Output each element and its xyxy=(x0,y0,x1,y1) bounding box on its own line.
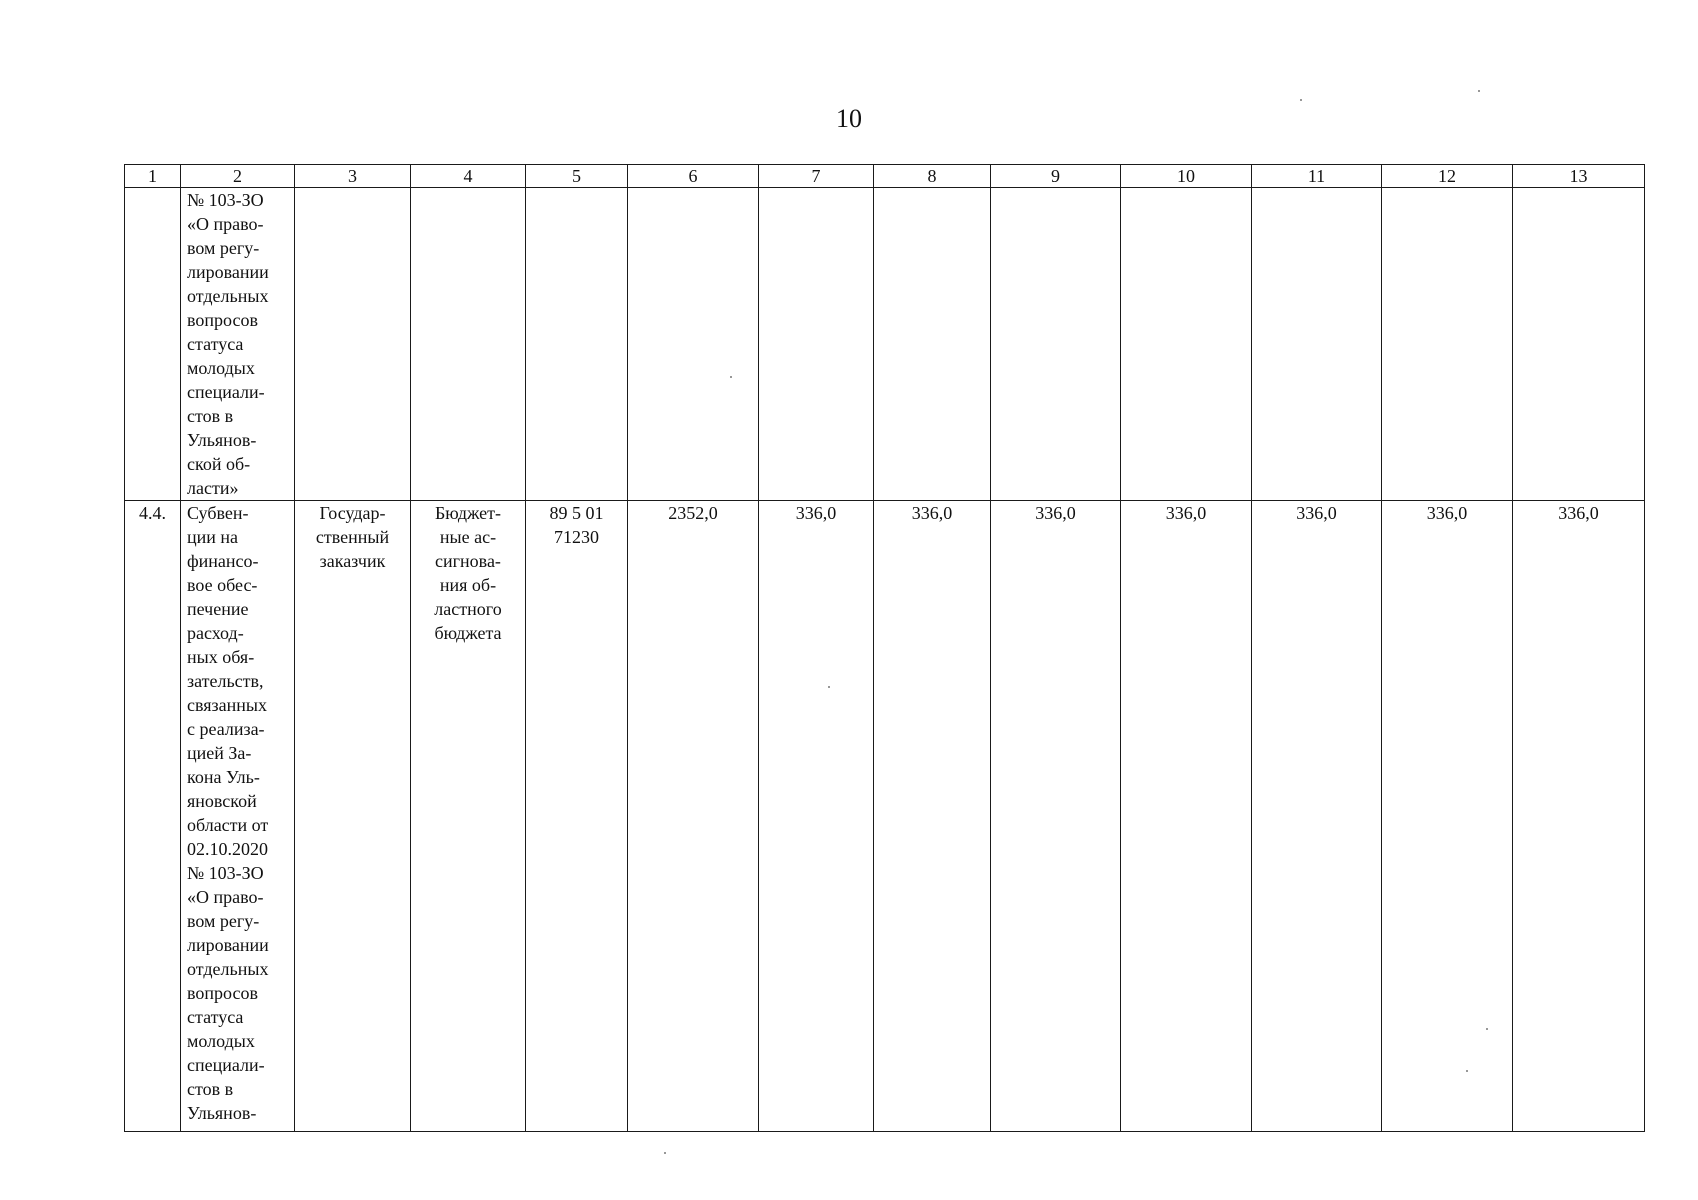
table-cell: 4.4. xyxy=(125,501,181,1132)
table-cell xyxy=(125,188,181,501)
scan-speck xyxy=(1478,90,1480,92)
table-cell: 336,0 xyxy=(1513,501,1645,1132)
table-cell: 336,0 xyxy=(874,501,991,1132)
col-header-3: 3 xyxy=(295,165,411,188)
scan-speck xyxy=(1300,99,1302,101)
table-cell: 336,0 xyxy=(1252,501,1382,1132)
col-header-4: 4 xyxy=(411,165,526,188)
col-header-6: 6 xyxy=(628,165,759,188)
table-cell: 336,0 xyxy=(1121,501,1252,1132)
table-cell: Субвен- ции на финансо- вое обес- печение расход- ных обя- зательств, связанных с реализа- цией За- кона Уль- яновской области от 02.10.2020 № 103-ЗО «О право- вом регу- лировании отдельных вопросов статуса молодых специали- стов в Ульянов- xyxy=(181,501,295,1132)
col-header-7: 7 xyxy=(759,165,874,188)
table-header-row xyxy=(125,165,1645,188)
table-cell: Бюджет- ные ас- сигнова- ния об- ластного бюджета xyxy=(411,501,526,1132)
col-header-5: 5 xyxy=(526,165,628,188)
table-cell xyxy=(874,188,991,501)
table-row xyxy=(125,501,1645,1132)
table-cell: 336,0 xyxy=(991,501,1121,1132)
col-header-8: 8 xyxy=(874,165,991,188)
table-cell: 336,0 xyxy=(1382,501,1513,1132)
table-cell xyxy=(1513,188,1645,501)
table-cell xyxy=(1121,188,1252,501)
scan-speck xyxy=(730,376,732,378)
scan-speck xyxy=(664,1152,666,1154)
table-cell xyxy=(759,188,874,501)
table-cell: № 103-ЗО «О право- вом регу- лировании отдельных вопросов статуса молодых специали- стов в Ульянов- ской об- ласти» xyxy=(181,188,295,501)
col-header-12: 12 xyxy=(1382,165,1513,188)
col-header-2: 2 xyxy=(181,165,295,188)
table-cell: 336,0 xyxy=(759,501,874,1132)
col-header-11: 11 xyxy=(1252,165,1382,188)
table-cell: 2352,0 xyxy=(628,501,759,1132)
table-cell xyxy=(295,188,411,501)
table-cell xyxy=(628,188,759,501)
table-cell xyxy=(1382,188,1513,501)
scan-speck xyxy=(1466,1070,1468,1072)
scan-speck xyxy=(1486,1028,1488,1030)
table-cell xyxy=(411,188,526,501)
table-cell: Государ- ственный заказчик xyxy=(295,501,411,1132)
program-table xyxy=(124,164,1645,1132)
table-cell xyxy=(991,188,1121,501)
table-cell xyxy=(1252,188,1382,501)
col-header-10: 10 xyxy=(1121,165,1252,188)
table-cell: 89 5 01 71230 xyxy=(526,501,628,1132)
col-header-13: 13 xyxy=(1513,165,1645,188)
col-header-9: 9 xyxy=(991,165,1121,188)
table-cell xyxy=(526,188,628,501)
table-row xyxy=(125,188,1645,501)
col-header-1: 1 xyxy=(125,165,181,188)
scan-speck xyxy=(828,686,830,688)
page-number: 10 xyxy=(836,104,862,133)
